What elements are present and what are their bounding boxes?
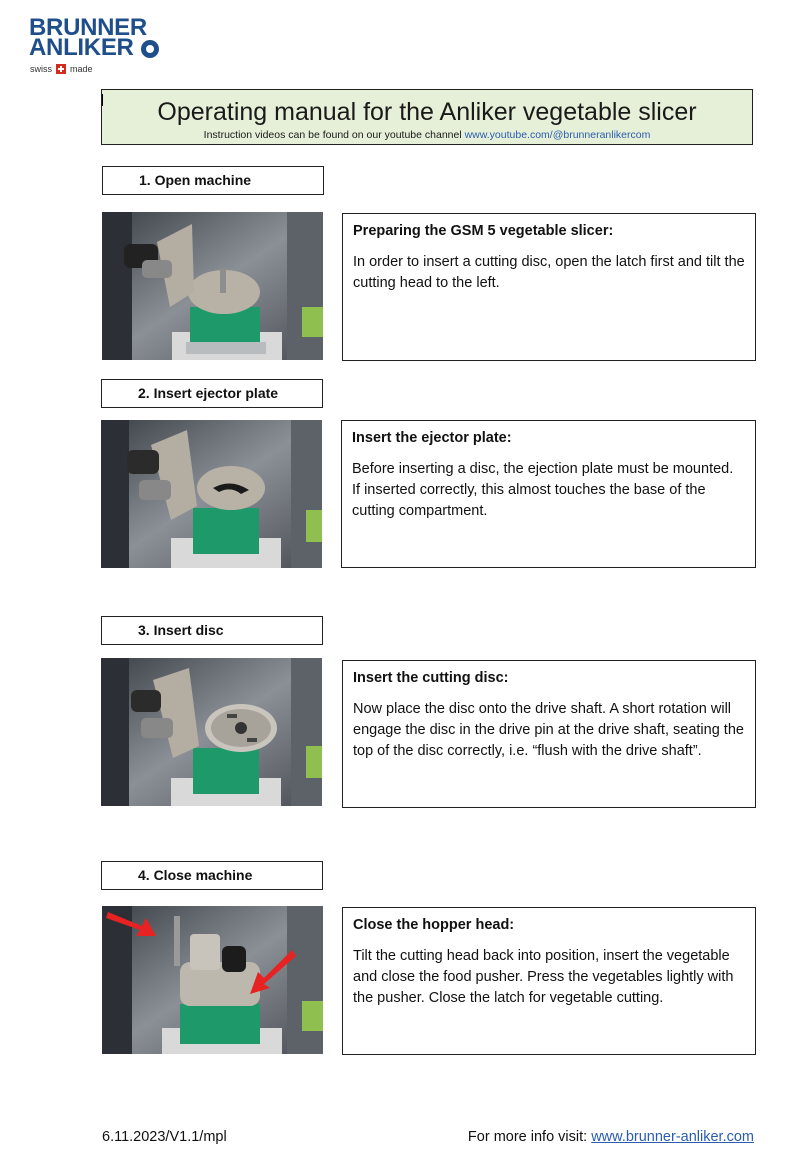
logo-line-1: BRUNNER (29, 14, 147, 41)
step-4-photo (102, 906, 323, 1054)
title-banner (101, 89, 753, 145)
machine-open-illustration (102, 212, 323, 360)
step-2-info-title: Insert the ejector plate: (352, 430, 512, 446)
footer-version: 6.11.2023/V1.1/mpl (102, 1129, 227, 1145)
step-1-header: 1. Open machine (102, 166, 324, 195)
step-3-info-box (342, 660, 756, 808)
step-1-info-box (342, 213, 756, 361)
website-link[interactable]: www.brunner-anliker.com (591, 1129, 754, 1145)
step-1-info-title: Preparing the GSM 5 vegetable slicer: (353, 223, 614, 239)
machine-closed-illustration (102, 906, 323, 1054)
swiss-flag-icon (56, 64, 66, 74)
footer-info (468, 1129, 754, 1145)
text-cursor (102, 94, 103, 106)
logo-line-2: ANLIKER (29, 34, 134, 61)
step-2-info-text: Before inserting a disc, the ejection plate must be mounted. If inserted correctly, this almost touches the base of the cutting compartment. (352, 461, 734, 519)
step-2-header: 2. Insert ejector plate (101, 379, 323, 408)
swiss-made-mark (30, 64, 93, 74)
subtitle-text: Instruction videos can be found on our youtube channel (203, 129, 465, 141)
step-1-info-text: In order to insert a cutting disc, open the latch first and tilt the cutting head to the left. (353, 254, 745, 291)
ejector-plate-illustration (101, 420, 322, 568)
step-3-photo (101, 658, 322, 806)
step-4-info-box (342, 907, 756, 1055)
cutting-disc-illustration (101, 658, 322, 806)
step-1-photo (102, 212, 323, 360)
step-4-info-title: Close the hopper head: (353, 917, 515, 933)
step-2-info-box (341, 420, 756, 568)
step-3-info-title: Insert the cutting disc: (353, 670, 509, 686)
page-title: Operating manual for the Anliker vegetable slicer (157, 98, 697, 126)
step-3-info-text: Now place the disc onto the drive shaft. A short rotation will engage the disc in the drive pin at the drive shaft, seating the top of the disc correctly, i.e. “flush with the drive shaft”. (353, 701, 744, 759)
step-2-photo (101, 420, 322, 568)
made-label: made (70, 64, 93, 74)
page-subtitle (102, 129, 752, 141)
step-4-header: 4. Close machine (101, 861, 323, 890)
step-3-header: 3. Insert disc (101, 616, 323, 645)
youtube-link[interactable]: www.youtube.com/@brunneranlikercom (464, 129, 651, 141)
footer-info-text: For more info visit: (467, 1129, 592, 1145)
brand-logo (29, 16, 169, 78)
swiss-label: swiss (30, 64, 52, 74)
step-4-info-text: Tilt the cutting head back into position, insert the vegetable and close the food pusher. Press the vegetables lightly with the pusher. Close the latch for vegetable cutting. (353, 948, 734, 1006)
logo-ring-icon (141, 40, 159, 58)
